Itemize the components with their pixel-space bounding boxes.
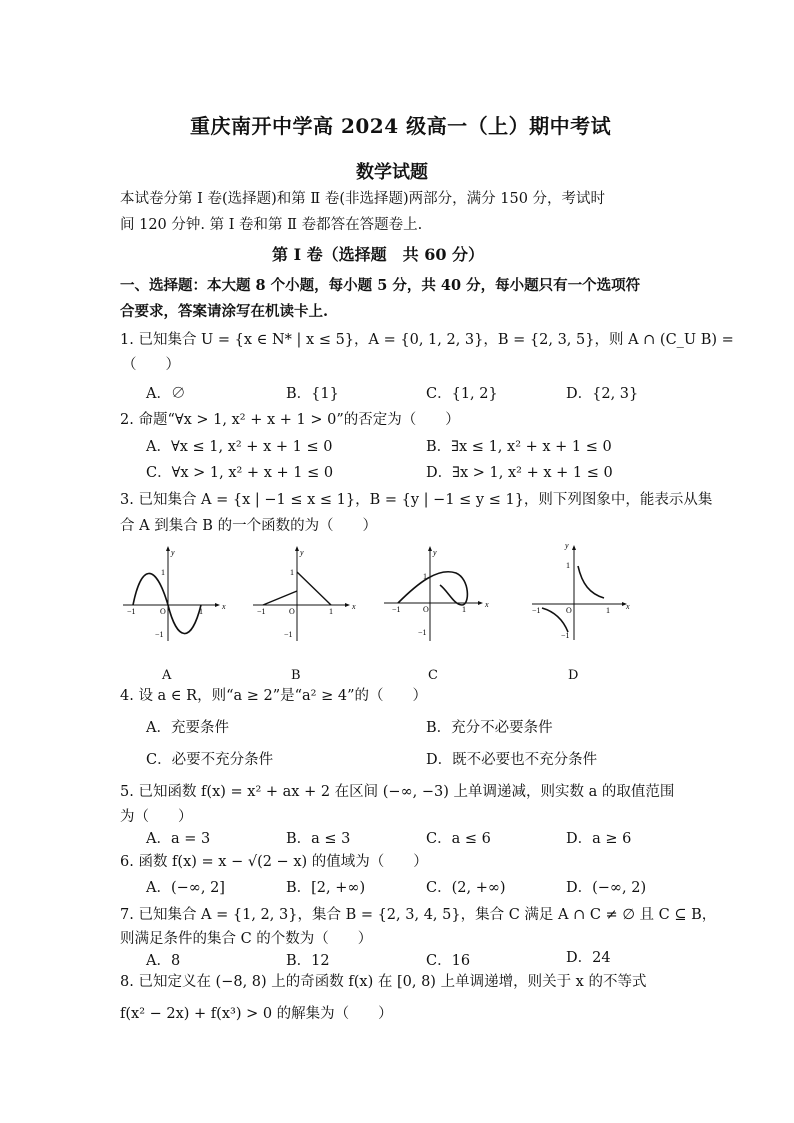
graph-d-x-label: x — [626, 602, 630, 611]
graph-label-d: D — [568, 668, 579, 683]
q7-option-c: C．16 — [426, 953, 471, 969]
q2-option-b: B．∃x ≤ 1, x² + x + 1 ≤ 0 — [426, 439, 612, 455]
q2-option-a: A．∀x ≤ 1, x² + x + 1 ≤ 0 — [146, 439, 333, 455]
graph-b-segment-right — [297, 572, 331, 605]
graph-d-y-label: y — [565, 541, 569, 550]
q1-option-a: A．∅ — [146, 386, 186, 402]
graph-b-origin: O — [289, 607, 295, 616]
q6-option-b: B．[2, +∞) — [286, 880, 366, 896]
graph-a-y-label: y — [171, 548, 175, 557]
graph-a-x-arrow — [215, 603, 220, 607]
graph-a-curve — [133, 573, 201, 633]
graph-c-x-pos1: 1 — [462, 605, 466, 614]
q8-stem: 8. 已知定义在 (−8, 8) 上的奇函数 f(x) 在 [0, 8) 上单调递增，则关于 x 的不等式 — [120, 974, 647, 990]
graph-d-y-pos1: 1 — [566, 561, 570, 570]
q4-option-a: A．充要条件 — [146, 720, 229, 736]
graph-b-y-arrow — [295, 546, 299, 551]
graph-d-x-neg1: −1 — [532, 606, 541, 615]
graph-c-y-label: y — [433, 548, 437, 557]
graph-b-segment-left — [263, 591, 297, 605]
q7-option-b: B．12 — [286, 953, 330, 969]
graph-b-x-label: x — [352, 602, 356, 611]
graph-d-y-arrow — [572, 545, 576, 550]
q4-option-b: B．充分不必要条件 — [426, 720, 553, 736]
q5-option-d: D．a ≥ 6 — [566, 831, 632, 847]
graph-b-x-arrow — [345, 603, 350, 607]
q5-stem: 5. 已知函数 f(x) = x² + ax + 2 在区间 (−∞, −3) 上单调递减，则实数 a 的取值范围 — [120, 784, 675, 800]
q1-option-c: C．{1, 2} — [426, 386, 498, 402]
graph-b-y-pos1: 1 — [290, 568, 294, 577]
graph-a-y-pos1: 1 — [161, 568, 165, 577]
q1-option-b: B．{1} — [286, 386, 339, 402]
q5-option-a: A．a = 3 — [146, 831, 211, 847]
graph-c-y-neg1: −1 — [418, 628, 427, 637]
graph-a-y-arrow — [166, 546, 170, 551]
graph-a-x-pos1: 1 — [199, 607, 203, 616]
graph-b — [245, 545, 355, 645]
graph-d-x-pos1: 1 — [606, 606, 610, 615]
q8-stem-cont: f(x² − 2x) + f(x³) > 0 的解集为（ ） — [120, 1006, 393, 1022]
q4-option-d: D．既不必要也不充分条件 — [426, 752, 598, 768]
q5-stem-cont: 为（ ） — [120, 809, 193, 825]
graph-c — [378, 545, 488, 645]
graph-a — [115, 545, 225, 645]
q7-stem: 7. 已知集合 A = {1, 2, 3}，集合 B = {2, 3, 4, 5}，集合 C 满足 A ∩ C ≠ ∅ 且 C ⊆ B， — [120, 907, 717, 923]
graph-c-x-neg1: −1 — [392, 605, 401, 614]
q1-stem-cont: （ ） — [122, 357, 180, 373]
q4-option-c: C．必要不充分条件 — [146, 752, 274, 768]
graph-label-a: A — [162, 668, 172, 683]
graph-label-b: B — [291, 668, 301, 683]
graph-c-x-label: x — [485, 600, 489, 609]
graph-c-y-arrow — [428, 546, 432, 551]
graph-b-x-neg1: −1 — [257, 607, 266, 616]
q2-option-d: D．∃x > 1, x² + x + 1 ≤ 0 — [426, 465, 613, 481]
graph-a-origin: O — [160, 607, 166, 616]
graph-label-c: C — [428, 668, 438, 683]
graph-b-y-label: y — [300, 548, 304, 557]
page-subtitle: 数学试题 — [356, 162, 428, 183]
intro-line-2: 间 120 分钟. 第 Ⅰ 卷和第 Ⅱ 卷都答在答题卷上. — [120, 217, 423, 233]
graph-d-curve-left — [542, 608, 568, 632]
q3-stem: 3. 已知集合 A = {x | −1 ≤ x ≤ 1}，B = {y | −1 ≤ y ≤ 1}，则下列图象中，能表示从集 — [120, 492, 713, 508]
q3-stem-cont: 合 A 到集合 B 的一个函数的为（ ） — [120, 518, 378, 534]
section1-line-2: 合要求，答案请涂写在机读卡上. — [120, 303, 329, 320]
graph-c-origin: O — [423, 605, 429, 614]
graph-d-origin: O — [566, 606, 572, 615]
page-title: 重庆南开中学高 2024 级高一（上）期中考试 — [190, 114, 612, 138]
graph-a-x-label: x — [222, 602, 226, 611]
q7-option-a: A．8 — [146, 953, 181, 969]
q7-option-d: D．24 — [566, 950, 611, 966]
section1-line-1: 一、选择题：本大题 8 个小题，每小题 5 分，共 40 分，每小题只有一个选项符 — [120, 277, 641, 294]
part1-heading: 第 Ⅰ 卷（选择题 共 60 分） — [272, 245, 485, 264]
q6-stem: 6. 函数 f(x) = x − √(2 − x) 的值域为（ ） — [120, 854, 428, 870]
q1-option-d: D．{2, 3} — [566, 386, 639, 402]
q5-option-c: C．a ≤ 6 — [426, 831, 491, 847]
q6-option-a: A．(−∞, 2] — [146, 880, 225, 896]
q6-option-c: C．(2, +∞) — [426, 880, 506, 896]
q1-stem: 1. 已知集合 U = {x ∈ N* | x ≤ 5}，A = {0, 1, 2, 3}，B = {2, 3, 5}，则 A ∩ (C_U B) = — [120, 332, 734, 348]
q7-stem-cont: 则满足条件的集合 C 的个数为（ ） — [120, 931, 373, 947]
graph-b-y-neg1: −1 — [284, 630, 293, 639]
graph-c-x-arrow — [478, 601, 483, 605]
q2-option-c: C．∀x > 1, x² + x + 1 ≤ 0 — [146, 465, 334, 481]
graph-d-y-neg1: −1 — [561, 631, 570, 640]
graph-a-x-neg1: −1 — [127, 607, 136, 616]
q5-option-b: B．a ≤ 3 — [286, 831, 351, 847]
graph-d-curve-right — [578, 566, 604, 598]
graph-a-y-neg1: −1 — [155, 630, 164, 639]
intro-line-1: 本试卷分第 Ⅰ 卷(选择题)和第 Ⅱ 卷(非选择题)两部分，满分 150 分，考试时 — [120, 191, 606, 207]
q4-stem: 4. 设 a ∈ R，则“a ≥ 2”是“a² ≥ 4”的（ ） — [120, 688, 428, 704]
graph-c-curve — [398, 572, 467, 605]
q6-option-d: D．(−∞, 2) — [566, 880, 647, 896]
graph-b-x-pos1: 1 — [329, 607, 333, 616]
graph-d — [524, 540, 634, 645]
graph-c-y-pos1: 1 — [423, 572, 427, 581]
q2-stem: 2. 命题“∀x > 1, x² + x + 1 > 0”的否定为（ ） — [120, 412, 460, 428]
